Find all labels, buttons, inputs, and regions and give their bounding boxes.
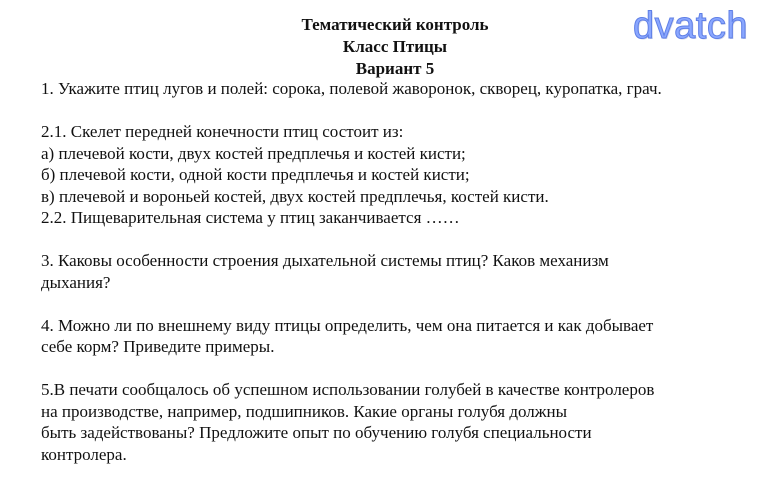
question-2-1-option-a: а) плечевой кости, двух костей предплечья и костей кисти; (41, 143, 466, 163)
question-5-line-1: 5.В печати сообщалось об успешном использовании голубей в качестве контролеров (41, 380, 655, 399)
question-5-line-2: на производстве, например, подшипников. Какие органы голубя должны (41, 401, 568, 421)
question-2-1-option-b: б) плечевой кости, одной кости предплечья и костей кисти; (41, 165, 470, 184)
spacer (41, 358, 756, 380)
worksheet-header (0, 14, 770, 80)
question-1: 1. Укажите птиц лугов и полей: сорока, полевой жаворонок, скворец, куропатка, грач. (41, 79, 662, 98)
question-3-line-2: дыхания? (41, 272, 111, 292)
watermark-logo: dvatch (633, 5, 748, 47)
class-subtitle: Класс Птицы (342, 37, 448, 56)
question-2-1-stem: 2.1. Скелет передней конечности птиц состоит из: (41, 122, 404, 141)
spacer (41, 229, 756, 251)
question-5-line-3: быть задействованы? Предложите опыт по обучению голубя специальности (41, 423, 592, 442)
question-5-line-4: контролера. (41, 444, 127, 464)
page-title: Тематический контроль (301, 15, 489, 34)
question-3-line-1: 3. Каковы особенности строения дыхательной системы птиц? Каков механизм (41, 251, 609, 270)
variant-label: Вариант 5 (355, 59, 435, 78)
spacer (41, 100, 756, 122)
question-4-line-2: себе корм? Приведите примеры. (41, 337, 275, 356)
questions-body (41, 78, 756, 465)
question-2-2: 2.2. Пищеварительная система у птиц заканчивается …… (41, 208, 460, 227)
spacer (41, 293, 756, 315)
question-2-1-option-c: в) плечевой и вороньей костей, двух костей предплечья, костей кисти. (41, 186, 549, 206)
question-4-line-1: 4. Можно ли по внешнему виду птицы определить, чем она питается и как добывает (41, 315, 654, 335)
